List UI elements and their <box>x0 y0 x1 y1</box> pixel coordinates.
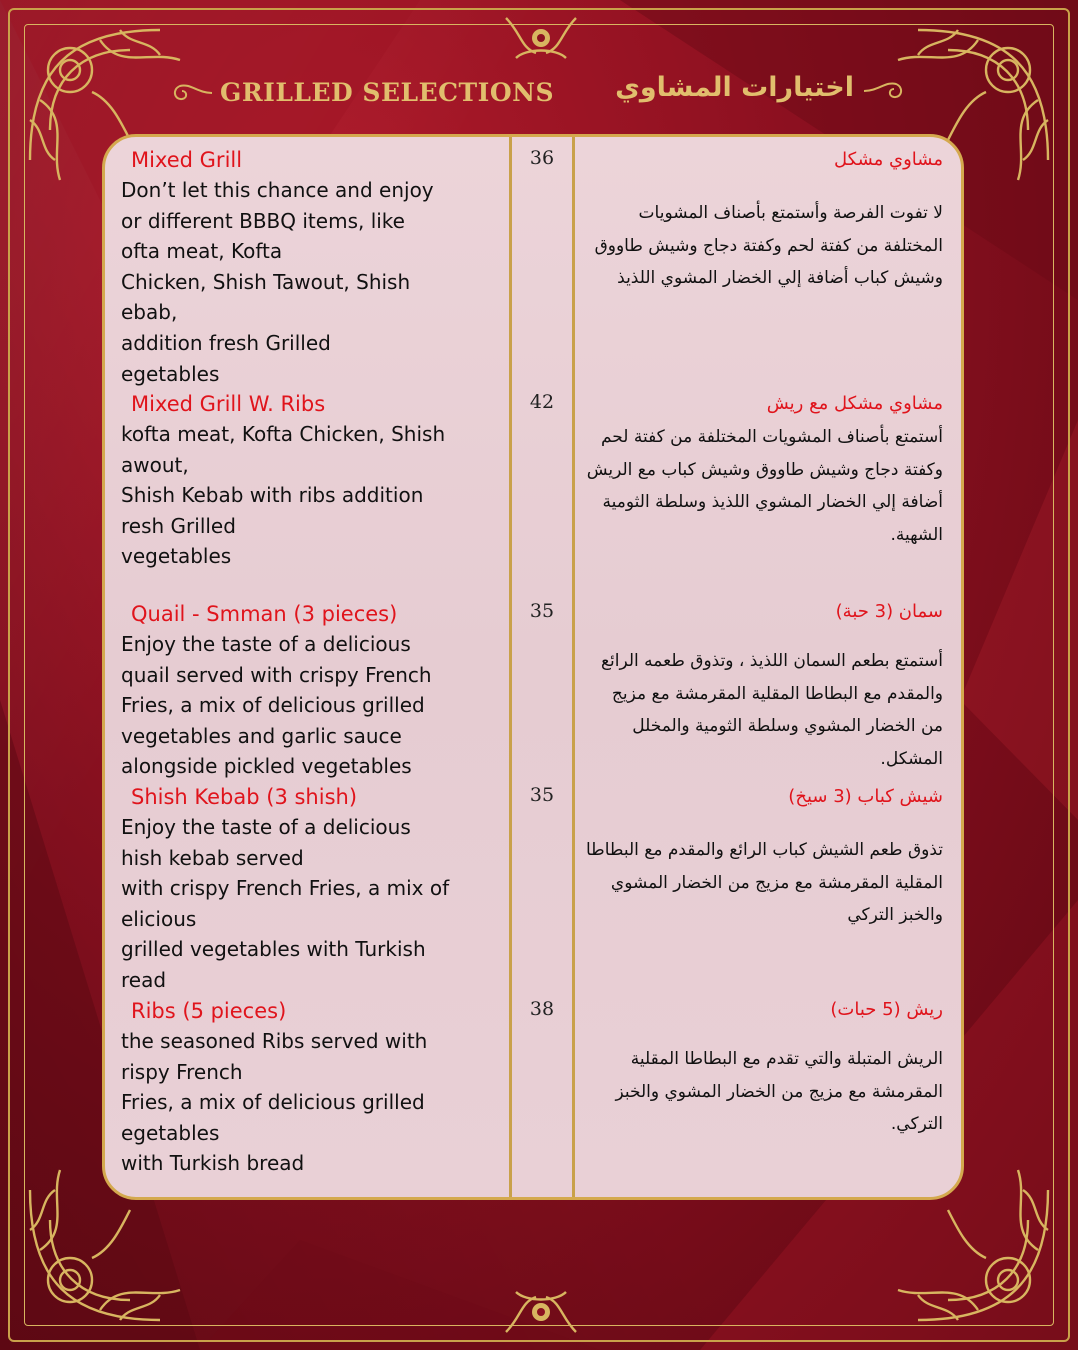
item-desc-ar: لا تفوت الفرصة وأستمتع بأصناف المشويات المختلفة من كفتة لحم وكفتة دجاج وشيش طاووق وشيش كباب أضافة إلي الخضار المشوي اللذيذ <box>594 203 943 288</box>
menu-item-arabic <box>585 145 943 295</box>
menu-item-english <box>121 782 491 996</box>
column-divider-left <box>509 137 512 1197</box>
item-desc-line: vegetables and garlic sauce <box>121 723 402 748</box>
item-title-ar: سمان (3 حبة) <box>835 601 943 622</box>
item-price: 42 <box>529 391 555 413</box>
menu-item-arabic <box>585 995 943 1141</box>
item-desc-line: kofta meat, Kofta Chicken, Shish <box>121 422 446 446</box>
menu-item-english <box>121 996 491 1179</box>
item-desc-line: resh Grilled <box>121 513 236 538</box>
heading-swirl-right-icon <box>862 76 908 106</box>
item-desc-line: egetables <box>121 361 220 386</box>
item-desc-line: Fries, a mix of delicious grilled <box>121 1090 425 1115</box>
section-title-arabic: اختيارات المشاوي <box>615 72 854 103</box>
item-desc-line: Enjoy the taste of a delicious <box>121 632 411 656</box>
item-desc-line: read <box>121 967 167 992</box>
item-desc-line: ofta meat, Kofta <box>121 239 283 264</box>
top-center-ornament-icon <box>496 8 586 68</box>
item-desc-line: Shish Kebab with ribs addition <box>121 483 424 508</box>
section-title-english: GRILLED SELECTIONS <box>220 78 555 107</box>
item-desc-line: Don’t let this chance and enjoy <box>121 178 434 202</box>
item-desc-ar: أستمتع بأصناف المشويات المختلفة من كفتة لحم وكفتة دجاج وشيش طاووق وشيش كباب مع الريش أضافة إلي الخضار المشوي اللذيذ وسلطة الثومية الشهية. <box>586 427 943 545</box>
arabic-column <box>585 137 943 1197</box>
item-title-en: Shish Kebab (3 shish) <box>131 785 358 809</box>
item-title-en: Mixed Grill <box>131 148 243 172</box>
item-title-en: Quail - Smman (3 pieces) <box>131 602 398 626</box>
item-desc-ar: أستمتع بطعم السمان اللذيذ ، وتذوق طعمه الرائع والمقدم مع البطاطا المقلية المقرمشة مع مزيج من الخضار المشوي وسلطة الثومية والمخلل المشكل. <box>600 651 943 769</box>
menu-item-english <box>121 145 491 389</box>
item-title-ar: ريش (5 حبات) <box>830 999 943 1020</box>
item-desc-line: Chicken, Shish Tawout, Shish <box>121 269 411 294</box>
item-desc-line: with Turkish bread <box>121 1151 305 1176</box>
menu-item-arabic <box>585 782 943 932</box>
item-desc-line: addition fresh Grilled <box>121 330 331 355</box>
item-desc-line: or different BBBQ items, like <box>121 208 405 233</box>
menu-item-arabic <box>585 597 943 775</box>
item-desc-line: hish kebab served <box>121 845 304 870</box>
menu-panel <box>102 134 964 1200</box>
item-desc-line: egetables <box>121 1120 220 1145</box>
item-title-ar: مشاوي مشكل <box>834 149 943 170</box>
item-title-ar: شيش كباب (3 سيخ) <box>788 786 943 807</box>
item-title-en: Ribs (5 pieces) <box>131 999 287 1023</box>
item-desc-line: grilled vegetables with Turkish <box>121 937 426 962</box>
item-desc-line: alongside pickled vegetables <box>121 754 412 779</box>
column-divider-right <box>572 137 575 1197</box>
item-title-ar: مشاوي مشكل مع ريش <box>766 393 943 414</box>
item-price: 35 <box>529 784 555 806</box>
item-desc-line: Fries, a mix of delicious grilled <box>121 693 425 718</box>
item-desc-ar: تذوق طعم الشيش كباب الرائع والمقدم مع البطاطا المقلية المقرمشة مع مزيج من الخضار المشوي والخبز التركي <box>586 840 943 925</box>
item-desc-line: rispy French <box>121 1059 243 1084</box>
item-price: 35 <box>529 600 555 622</box>
item-title-en: Mixed Grill W. Ribs <box>131 392 326 416</box>
menu-item-english <box>121 599 491 782</box>
item-price: 38 <box>529 998 555 1020</box>
item-desc-line: Enjoy the taste of a delicious <box>121 815 411 839</box>
menu-item-arabic <box>585 389 943 551</box>
heading-swirl-left-icon <box>168 78 214 108</box>
menu-item-english <box>121 389 491 572</box>
bottom-center-ornament-icon <box>496 1282 586 1342</box>
item-desc-ar: الريش المتبلة والتي تقدم مع البطاطا المقلية المقرمشة مع مزيج من الخضار المشوي والخبز التركي. <box>615 1049 943 1134</box>
item-desc-line: vegetables <box>121 544 232 569</box>
item-price: 36 <box>529 147 555 169</box>
item-desc-line: elicious <box>121 906 197 931</box>
item-desc-line: with crispy French Fries, a mix of <box>121 876 450 901</box>
item-desc-line: quail served with crispy French <box>121 662 432 687</box>
item-desc-line: ebab, <box>121 300 178 325</box>
item-desc-line: awout, <box>121 452 189 477</box>
item-desc-line: the seasoned Ribs served with <box>121 1029 428 1053</box>
